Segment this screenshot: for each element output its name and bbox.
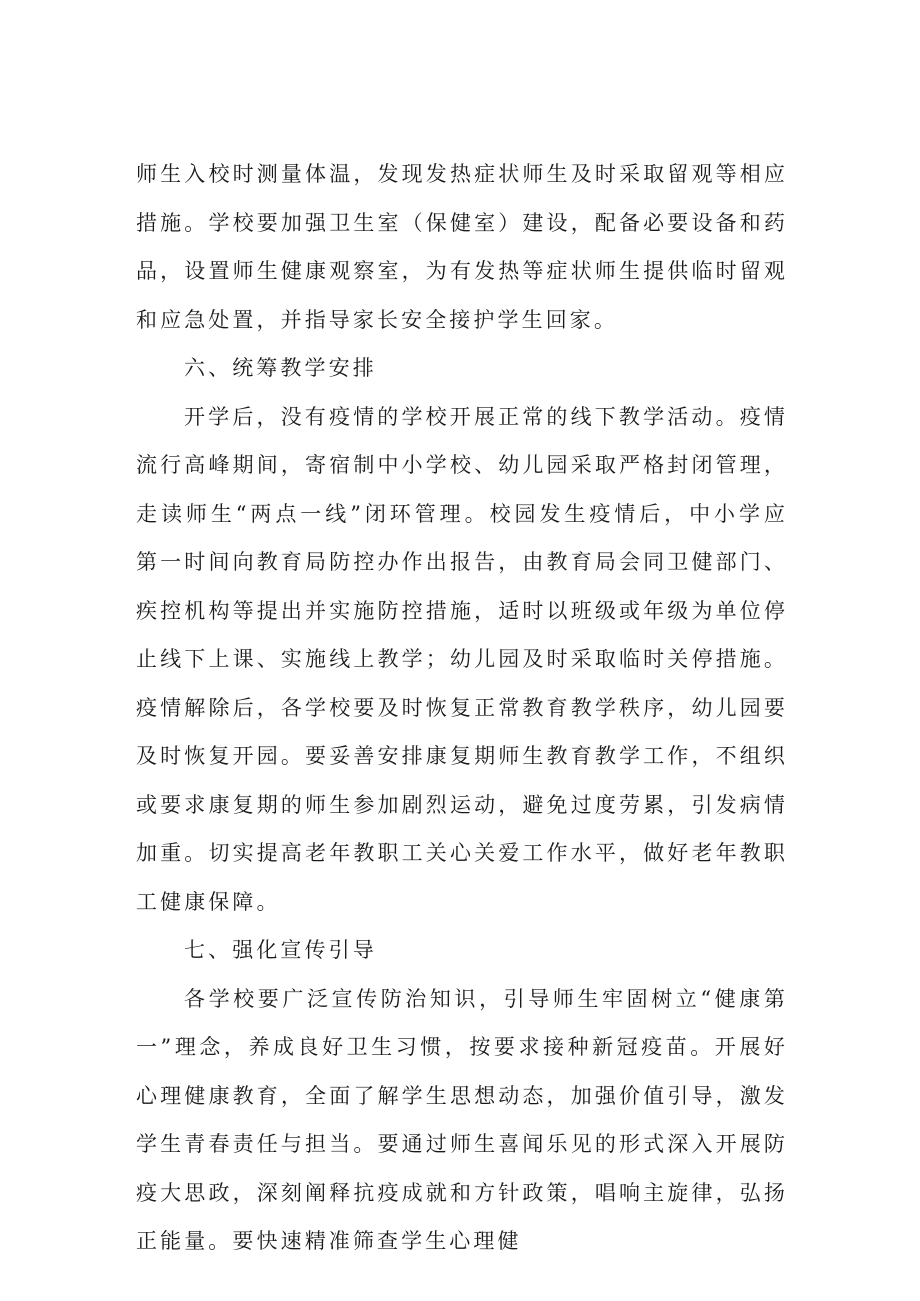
section-heading-7: 七、强化宣传引导: [184, 938, 377, 962]
section-heading-6: 六、统筹教学安排: [184, 356, 377, 380]
paragraph-teaching-arrangement: 开学后，没有疫情的学校开展正常的线下教学活动。疫情流行高峰期间，寄宿制中小学校、幼儿园采取严格封闭管理，走读师生“两点一线”闭环管理。校园发生疫情后，中小学应第一时间向教育局防控办作出报告，由教育局会同卫健部门、疾控机构等提出并实施防控措施，适时以班级或年级为单位停止线下上课、实施线上教学；幼儿园及时采取临时关停措施。疫情解除后，各学校要及时恢复正常教育教学秩序，幼儿园要及时恢复开园。要妥善安排康复期师生教育教学工作，不组织或要求康复期的师生参加剧烈运动，避免过度劳累，引发病情加重。切实提高老年教职工关心关爱工作水平，做好老年教职工健康保障。: [136, 404, 788, 914]
document-body: [136, 150, 788, 1266]
paragraph-continuation: 师生入校时测量体温，发现发热症状师生及时采取留观等相应措施。学校要加强卫生室（保健室）建设，配备必要设备和药品，设置师生健康观察室，为有发热等症状师生提供临时留观和应急处置，并指导家长安全接护学生回家。: [136, 162, 788, 332]
paragraph-publicity-guidance: 各学校要广泛宣传防治知识，引导师生牢固树立“健康第一”理念，养成良好卫生习惯，按要求接种新冠疫苗。开展好心理健康教育，全面了解学生思想动态，加强价值引导，激发学生青春责任与担当。要通过师生喜闻乐见的形式深入开展防疫大思政，深刻阐释抗疫成就和方针政策，唱响主旋律，弘扬正能量。要快速精准筛查学生心理健: [136, 986, 788, 1253]
